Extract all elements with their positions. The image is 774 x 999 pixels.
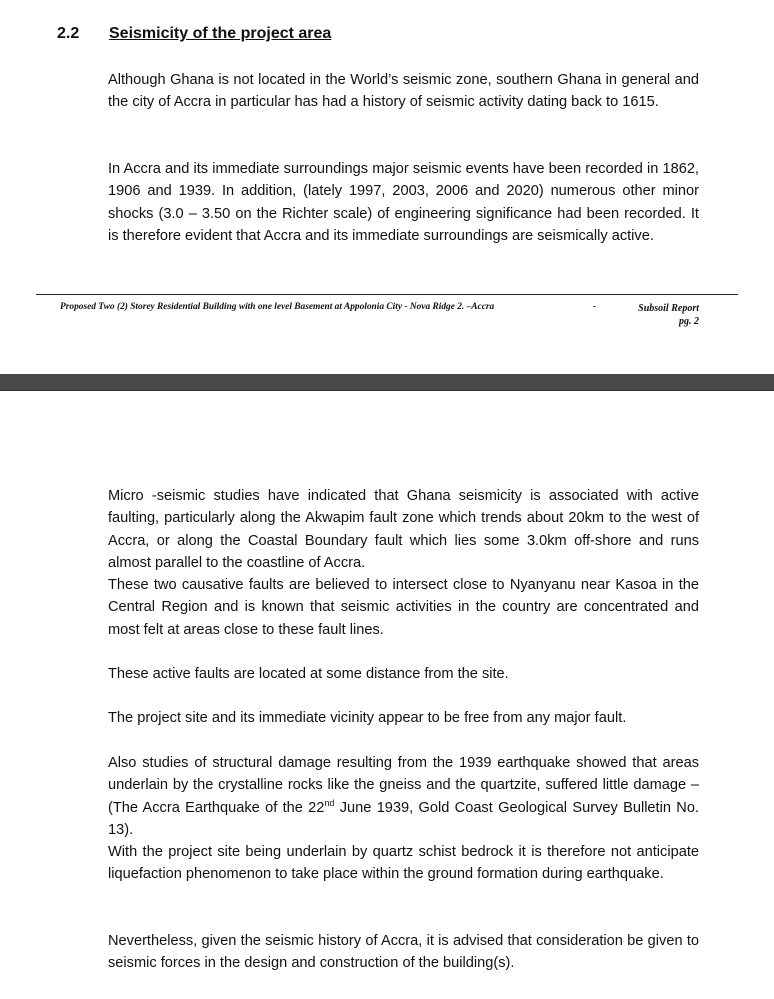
paragraph-structural-damage <box>108 752 699 841</box>
ordinal-suffix: nd <box>324 797 335 808</box>
document-page-2 <box>0 391 774 999</box>
document-page-1 <box>0 0 774 374</box>
section-title: Seismicity of the project area <box>109 25 332 42</box>
paragraph-micro-seismic: Micro -seismic studies have indicated that Ghana seismicity is associated with active faulting, particularly along the Akwapim fault zone which trends about 20km to the west of Accra, or along the Coastal Boundary fault which lies some 3.0km off-shore and runs almost parallel to the coastline of Accra. <box>108 488 699 571</box>
paragraph-liquefaction: With the project site being underlain by quartz schist bedrock it is therefore not anticipate liquefaction phenomenon to take place within the ground formation during earthquake. <box>108 844 699 883</box>
paragraph-seismic-events: In Accra and its immediate surroundings major seismic events have been recorded in 1862, 1906 and 1939. In addition, (lately 1997, 2003, 2006 and 2020) numerous other minor shocks (3.0 – 3.50 on the Richter scale) of engineering significance had been recorded. It is therefore evident that Accra and its immediate surroundings are seismically active. <box>108 161 699 244</box>
section-heading <box>57 25 331 43</box>
damage-text-end: June 1939, Gold Coast Geological Survey Bulletin No. 13). <box>108 799 699 838</box>
paragraph-site-fault-free: The project site and its immediate vicinity appear to be free from any major fault. <box>108 710 627 726</box>
page-separator <box>0 374 774 392</box>
paragraph-fault-distance: These active faults are located at some distance from the site. <box>108 666 509 682</box>
paragraph-causative-faults: These two causative faults are believed to intersect close to Nyanyanu near Kasoa in the Central Region and is known that seismic activities in the country are concentrated and most felt at areas close to these fault lines. <box>108 577 699 638</box>
paragraph-recommendation: Nevertheless, given the seismic history of Accra, it is advised that consideration be given to seismic forces in the design and construction of the building(s). <box>108 933 699 972</box>
section-number: 2.2 <box>57 25 80 42</box>
footer-page-number: pg. 2 <box>679 316 699 327</box>
footer-report-label: Subsoil Report <box>638 303 699 314</box>
damage-text-start: Also studies of structural damage resulting from the 1939 earthquake showed that areas underlain by the crystalline rocks like the gneiss and the quartzite, suffered little damage – (The Accra Earthquake of the 22 <box>108 755 699 816</box>
footer-divider <box>36 294 738 295</box>
footer-report-info <box>638 302 699 328</box>
footer-project-title: Proposed Two (2) Storey Residential Building with one level Basement at Appolonia City - Nova Ridge 2. –Accra <box>60 302 495 312</box>
footer-separator: - <box>593 302 597 312</box>
paragraph-seismic-history: Although Ghana is not located in the World’s seismic zone, southern Ghana in general and the city of Accra in particular has had a history of seismic activity dating back to 1615. <box>108 72 699 111</box>
